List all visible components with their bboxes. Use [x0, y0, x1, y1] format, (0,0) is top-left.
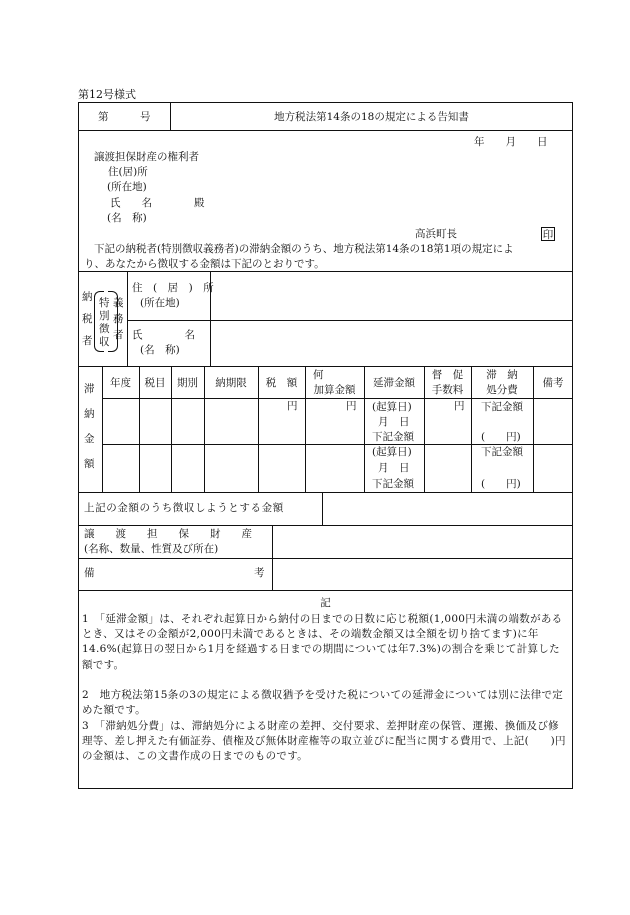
- rule-header: [78, 130, 573, 131]
- note-2: 2 地方税法第15条の3の規定による徴収猶予を受けた税についての延滞金については別に法律で定めた額です。: [82, 689, 564, 717]
- col-period: 期別: [177, 377, 198, 389]
- col-tax-amount: 税 額: [265, 377, 298, 389]
- arrears-side-char-2: 納: [84, 408, 95, 420]
- notes-heading: 記: [320, 597, 331, 609]
- collect-amount-label: 上記の金額のうち徴収しようとする金額: [84, 502, 284, 514]
- col-demand-fee: 手数料: [431, 384, 464, 396]
- arrears-side-char-1: 滞: [84, 383, 95, 395]
- row1-month-day: 月 日: [378, 416, 410, 428]
- col-fiscal-year: 年度: [110, 377, 131, 389]
- note-3: 3 「滞納処分費」は、滞納処分による財産の差押、交付要求、差押財産の保管、運搬、換価及び修理等、差し押えた有価証券、債権及び無体財産権等の取立並びに配当に関する費用で、上記( )円の金額は、この文書作成の日までのものです。: [82, 720, 566, 763]
- recipient-address-label: 住(居)所: [108, 166, 148, 178]
- col-due-date: 納期限: [215, 377, 247, 389]
- form-number: 第12号様式: [78, 88, 136, 101]
- taxpayer-location-label: (所在地): [140, 297, 180, 309]
- rule-arrears-head: [102, 398, 573, 399]
- paren-char-2: 別: [99, 310, 110, 322]
- taxpayer-side-char-3: 者: [82, 335, 93, 347]
- taxpayer-side-char-2: 税: [82, 313, 93, 325]
- rule-taxpayer-mid: [127, 320, 573, 321]
- col-remarks: 備考: [542, 377, 564, 389]
- arrears-side-char-3: 金: [84, 433, 95, 445]
- rule-intro: [78, 271, 573, 272]
- row1-disposal-amount-label: 下記金額: [481, 401, 523, 413]
- date-line: 年 月 日: [474, 136, 548, 148]
- col-disposal-cost: 処分費: [486, 384, 518, 396]
- taxpayer-side-char-1: 納: [82, 291, 93, 303]
- taxpayer-address-label: 住 ( 居 ) 所: [132, 282, 214, 294]
- remarks-label-char-1: 備: [84, 567, 95, 579]
- row1-start-date-label: (起算日): [372, 401, 412, 413]
- intro-line-1: 下記の納税者(特別徴収義務者)の滞納金額のうち、地方税法第14条の18第1項の規定によ: [94, 243, 514, 255]
- property-label: 譲 渡 担 保 財 産: [84, 528, 252, 540]
- seal-mark: 印: [542, 229, 554, 241]
- row1-disposal-yen: ( 円): [481, 431, 521, 443]
- duty-char-1: 義: [113, 297, 124, 309]
- row2-month-day: 月 日: [378, 462, 410, 474]
- rule-property-divider: [272, 525, 273, 590]
- rule-taxpayer-label-divider: [127, 271, 128, 366]
- paren-char-3: 徴: [99, 323, 110, 335]
- col-late-fee: 延滞金額: [373, 377, 415, 389]
- unit-yen-demand: 円: [454, 400, 465, 412]
- remarks-label-char-2: 考: [254, 567, 265, 579]
- taxpayer-name-alt-label: (名 称): [140, 344, 180, 356]
- duty-char-3: 者: [113, 329, 124, 341]
- rule-collect: [78, 525, 573, 526]
- col-tax-item: 税目: [144, 377, 166, 389]
- col-surcharge-top: 何: [313, 369, 324, 381]
- row2-disposal-yen: ( 円): [481, 478, 521, 490]
- property-sublabel: (名称、数量、性質及び所在): [84, 543, 219, 555]
- row2-disposal-amount-label: 下記金額: [481, 446, 523, 458]
- arrears-side-char-4: 額: [84, 458, 95, 470]
- duty-char-2: 務: [113, 313, 124, 325]
- rule-remarks: [78, 590, 573, 591]
- document-title: 地方税法第14条の18の規定による告知書: [274, 111, 469, 123]
- rule-arrears: [78, 492, 573, 493]
- recipient-name-label: 氏 名 殿: [110, 197, 205, 209]
- document-number-label: 第 号: [98, 111, 151, 123]
- note-1: 1 「延滞金額」は、それぞれ起算日から納付の日までの日数に応じ税額(1,000円未満の端数があるとき、又はその金額が2,000円未満であるときは、その端数金額又は全額を切り捨てます)に年14.6%(起算日の翌日から1月を経過する日までの期間については年7.3%)の割合を乗じて計算した額です。: [82, 613, 563, 671]
- intro-line-2: り、あなたから徴収する金額は下記のとおりです。: [84, 258, 325, 270]
- rule-arrears-row1: [102, 444, 573, 445]
- issuer-title: 高浜町長: [415, 228, 457, 240]
- rule-taxpayer: [78, 366, 573, 367]
- unit-yen-surcharge: 円: [346, 400, 357, 412]
- rule-collect-divider: [322, 492, 323, 525]
- rule-property: [78, 558, 573, 559]
- row1-amount-below: 下記金額: [372, 431, 414, 443]
- recipient-name-alt-label: (名 称): [107, 212, 147, 224]
- paren-char-1: 特: [99, 297, 110, 309]
- taxpayer-name-label: 氏 名: [132, 329, 195, 341]
- row2-start-date-label: (起算日): [372, 446, 412, 458]
- unit-yen-tax: 円: [287, 400, 298, 412]
- col-surcharge: 加算金額: [313, 384, 356, 396]
- recipient-location-label: (所在地): [107, 181, 147, 193]
- recipient-label: 譲渡担保財産の権利者: [94, 151, 199, 163]
- row2-amount-below: 下記金額: [372, 478, 414, 490]
- col-disposal-top: 滞 納: [486, 369, 518, 381]
- paren-char-4: 収: [99, 336, 110, 348]
- col-demand-top: 督 促: [431, 369, 464, 381]
